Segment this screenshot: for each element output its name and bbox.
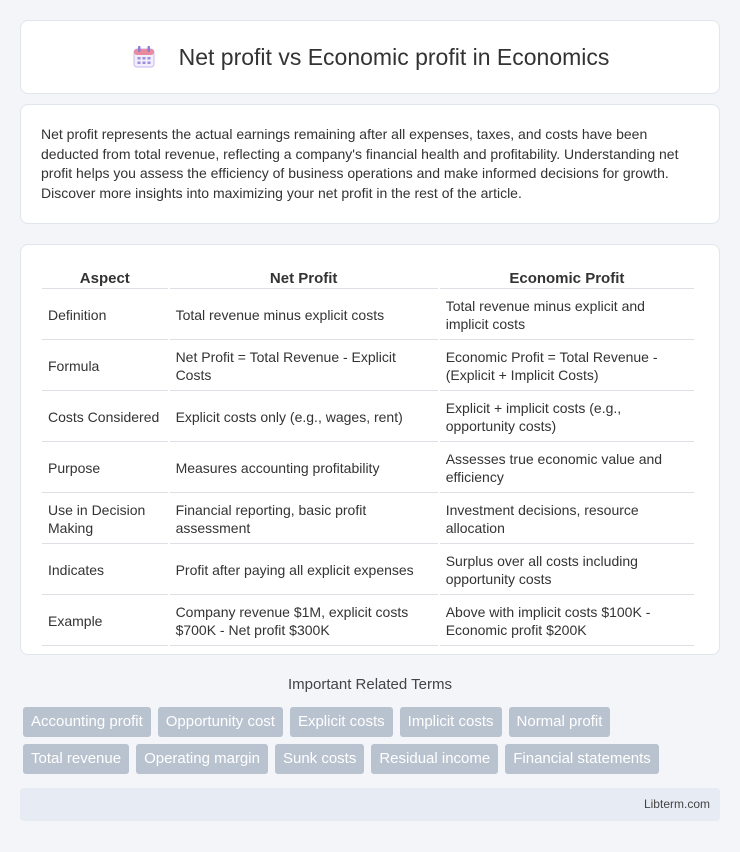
- row-net-profit: Profit after paying all explicit expenses: [170, 546, 438, 595]
- tag-implicit-costs[interactable]: Implicit costs: [400, 707, 502, 737]
- tag-total-revenue[interactable]: Total revenue: [23, 744, 129, 774]
- header-aspect: Aspect: [42, 265, 168, 289]
- row-economic-profit: Explicit + implicit costs (e.g., opportunity costs): [440, 393, 694, 442]
- table-row: [42, 597, 694, 646]
- calendar-icon: [131, 44, 157, 70]
- tag-explicit-costs[interactable]: Explicit costs: [290, 707, 393, 737]
- tag-financial-statements[interactable]: Financial statements: [505, 744, 659, 774]
- row-aspect: Formula: [42, 342, 168, 391]
- table-row: [42, 546, 694, 595]
- row-net-profit: Total revenue minus explicit costs: [170, 291, 438, 340]
- row-aspect: Indicates: [42, 546, 168, 595]
- table-row: [42, 342, 694, 391]
- row-net-profit: Company revenue $1M, explicit costs $700K - Net profit $300K: [170, 597, 438, 646]
- row-aspect: Use in Decision Making: [42, 495, 168, 544]
- row-net-profit: Measures accounting profitability: [170, 444, 438, 493]
- row-net-profit: Financial reporting, basic profit assessment: [170, 495, 438, 544]
- table-row: [42, 393, 694, 442]
- row-economic-profit: Investment decisions, resource allocation: [440, 495, 694, 544]
- tag-opportunity-cost[interactable]: Opportunity cost: [158, 707, 283, 737]
- row-aspect: Costs Considered: [42, 393, 168, 442]
- tag-accounting-profit[interactable]: Accounting profit: [23, 707, 151, 737]
- page-title: Net profit vs Economic profit in Economics: [178, 43, 610, 70]
- comparison-table: [40, 263, 696, 648]
- comparison-table-card: [20, 244, 720, 655]
- tag-operating-margin[interactable]: Operating margin: [136, 744, 268, 774]
- row-aspect: Definition: [42, 291, 168, 340]
- table-row: [42, 444, 694, 493]
- row-economic-profit: Above with implicit costs $100K - Economic profit $200K: [440, 597, 694, 646]
- row-economic-profit: Assesses true economic value and efficiency: [440, 444, 694, 493]
- row-economic-profit: Economic Profit = Total Revenue - (Explicit + Implicit Costs): [440, 342, 694, 391]
- row-net-profit: Net Profit = Total Revenue - Explicit Costs: [170, 342, 438, 391]
- tag-sunk-costs[interactable]: Sunk costs: [275, 744, 364, 774]
- row-aspect: Example: [42, 597, 168, 646]
- title-card: [20, 20, 720, 94]
- table-header-row: [42, 265, 694, 289]
- row-aspect: Purpose: [42, 444, 168, 493]
- table-row: [42, 495, 694, 544]
- row-net-profit: Explicit costs only (e.g., wages, rent): [170, 393, 438, 442]
- row-economic-profit: Surplus over all costs including opportunity costs: [440, 546, 694, 595]
- header-net-profit: Net Profit: [170, 265, 438, 289]
- related-terms-tags: [23, 707, 723, 781]
- tag-normal-profit[interactable]: Normal profit: [509, 707, 611, 737]
- table-row: [42, 291, 694, 340]
- related-terms-title: Important Related Terms: [288, 676, 452, 693]
- tag-residual-income[interactable]: Residual income: [371, 744, 498, 774]
- header-economic-profit: Economic Profit: [440, 265, 694, 289]
- intro-paragraph: Net profit represents the actual earnings remaining after all expenses, taxes, and costs have been deducted from total revenue, reflecting a company's financial health and profitability. Understanding net profit helps you assess the efficiency of business operations and make informed decisions for growth. Discover more insights into maximizing your net profit in the rest of the article.: [41, 126, 679, 201]
- footer-site-link[interactable]: Libterm.com: [643, 797, 710, 811]
- intro-card: [20, 104, 720, 224]
- footer: [20, 788, 720, 821]
- row-economic-profit: Total revenue minus explicit and implicit costs: [440, 291, 694, 340]
